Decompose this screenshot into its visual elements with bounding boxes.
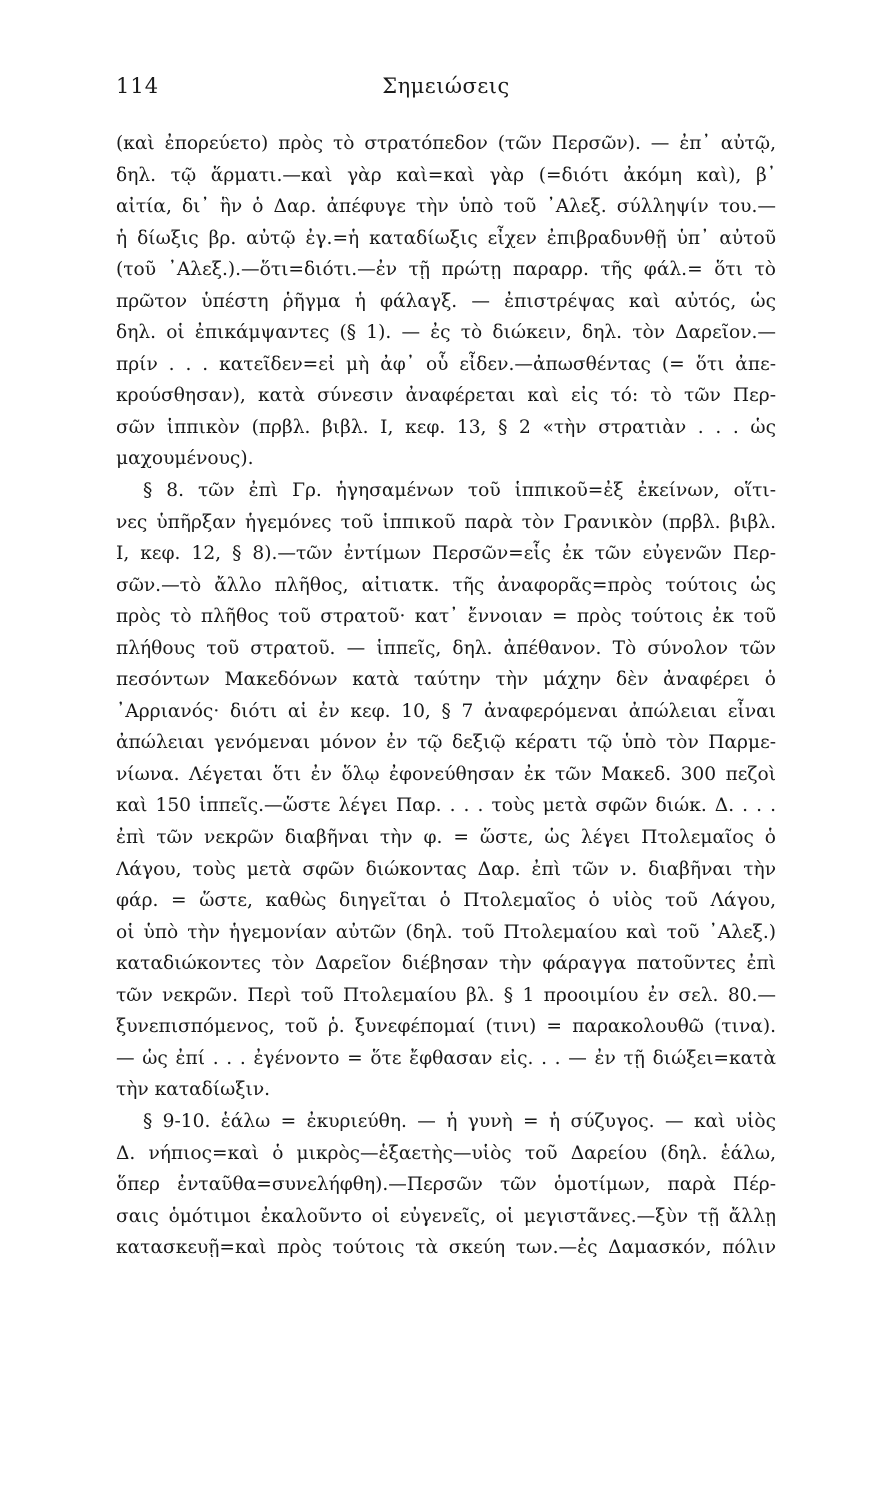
text-line: σαις ὁμότιμοι ἐκαλοῦντο οἱ εὐγενεῖς, οἱ μεγιστᾶνες.—ξὺν τῇ ἄλλῃ — [116, 1205, 776, 1227]
text-line: τῶν νεκρῶν. Περὶ τοῦ Πτολεμαίου βλ. § 1 προοιμίου ἐν σελ. 80.— — [116, 984, 776, 1006]
text-line: κρούσθησαν), κατὰ σύνεσιν ἀναφέρεται καὶ εἰς τό: τὸ τῶν Περ- — [116, 385, 776, 407]
page-number: 114 — [116, 74, 160, 98]
text-line: φάρ. = ὥστε, καθὼς διηγεῖται ὁ Πτολεμαῖος ὁ υἱὸς τοῦ Λάγου, — [116, 890, 776, 912]
text-line: ἡ δίωξις βρ. αὐτῷ ἐγ.=ἡ καταδίωξις εἶχεν ἐπιβραδυνθῇ ὑπ᾽ αὐτοῦ — [116, 227, 776, 249]
text-line: Λάγου, τοὺς μετὰ σφῶν διώκοντας Δαρ. ἐπὶ τῶν ν. διαβῆναι τὴν — [116, 858, 776, 880]
text-line: Δ. νήπιος=καὶ ὁ μικρὸς—ἑξαετὴς—υἱὸς τοῦ Δαρείου (δηλ. ἑάλω, — [116, 1142, 776, 1164]
text-line: σῶν.—τὸ ἄλλο πλῆθος, αἰτιατκ. τῆς ἀναφορᾶς=πρὸς τούτοις ὡς — [116, 574, 776, 596]
text-line: αἰτία, δι᾽ ἣν ὁ Δαρ. ἀπέφυγε τὴν ὑπὸ τοῦ ᾿Αλεξ. σύλληψίν του.— — [116, 196, 776, 218]
text-line: οἱ ὑπὸ τὴν ἡγεμονίαν αὐτῶν (δηλ. τοῦ Πτολεμαίου καὶ τοῦ ᾿Αλεξ.) — [116, 921, 776, 943]
text-line: πρὸς τὸ πλῆθος τοῦ στρατοῦ· κατ᾽ ἔννοιαν = πρὸς τούτοις ἐκ τοῦ — [116, 606, 776, 628]
text-line: πρίν . . . κατεῖδεν=εἰ μὴ ἀφ᾽ οὗ εἶδεν.—ἀπωσθέντας (= ὅτι ἀπε- — [116, 353, 776, 375]
section-start-line: § 8. τῶν ἐπὶ Γρ. ἡγησαμένων τοῦ ἱππικοῦ=ἐξ ἐκείνων, οἵτι- — [143, 480, 776, 502]
text-line: ἀπώλειαι γενόμεναι μόνον ἐν τῷ δεξιῷ κέρατι τῷ ὑπὸ τὸν Παρμε- — [116, 732, 776, 754]
text-line: δηλ. τῷ ἅρματι.—καὶ γὰρ καὶ=καὶ γὰρ (=διότι ἀκόμη καὶ), β᾽ — [116, 164, 776, 186]
text-line: πρῶτον ὑπέστη ῥῆγμα ἡ φάλαγξ. — ἐπιστρέψας καὶ αὐτός, ὡς — [116, 290, 776, 312]
text-line: ξυνεπισπόμενος, τοῦ ῥ. ξυνεφέπομαί (τινι) = παρακολουθῶ (τινα). — [116, 1016, 776, 1038]
text-line: I, κεφ. 12, § 8).—τῶν ἐντίμων Περσῶν=εἷς ἐκ τῶν εὐγενῶν Περ- — [116, 543, 776, 565]
text-line: καὶ 150 ἱππεῖς.—ὥστε λέγει Παρ. . . . τοὺς μετὰ σφῶν διώκ. Δ. . . . — [116, 795, 776, 817]
text-line: — ὡς ἐπί . . . ἐγένοντο = ὅτε ἔφθασαν εἰς. . . — ἐν τῇ διώξει=κατὰ — [116, 1047, 776, 1069]
text-line: σῶν ἱππικὸν (πρβλ. βιβλ. I, κεφ. 13, § 2 «τὴν στρατιὰν . . . ὡς — [116, 416, 776, 438]
text-line: πεσόντων Μακεδόνων κατὰ ταύτην τὴν μάχην δὲν ἀναφέρει ὁ — [116, 669, 776, 691]
notes-body — [116, 128, 776, 1264]
text-line: μαχουμένους). — [116, 448, 254, 470]
text-line: (καὶ ἐπορεύετο) πρὸς τὸ στρατόπεδον (τῶν Περσῶν). — ἐπ᾽ αὐτῷ, — [116, 133, 776, 154]
text-line: τὴν καταδίωξιν. — [116, 1079, 271, 1101]
text-line: ᾿Αρριανός· διότι αἱ ἐν κεφ. 10, § 7 ἀναφερόμεναι ἀπώλειαι εἶναι — [116, 700, 776, 722]
text-line: δηλ. οἱ ἐπικάμψαντες (§ 1). — ἐς τὸ διώκειν, δηλ. τὸν Δαρεῖον.— — [116, 322, 776, 344]
page-header — [116, 74, 776, 104]
text-line: νίωνα. Λέγεται ὅτι ἐν ὅλῳ ἐφονεύθησαν ἐκ τῶν Μακεδ. 300 πεζοὶ — [116, 763, 776, 785]
text-line: ὅπερ ἐνταῦθα=συνελήφθη).—Περσῶν τῶν ὁμοτίμων, παρὰ Πέρ- — [116, 1174, 776, 1196]
text-line: (τοῦ ᾿Αλεξ.).—ὅτι=διότι.—ἐν τῇ πρώτῃ παραρρ. τῆς φάλ.= ὅτι τὸ — [116, 259, 776, 281]
text-line: καταδιώκοντες τὸν Δαρεῖον διέβησαν τὴν φάραγγα πατοῦντες ἐπὶ — [116, 953, 776, 975]
text-line: πλήθους τοῦ στρατοῦ. — ἱππεῖς, δηλ. ἀπέθανον. Τὸ σύνολον τῶν — [116, 637, 776, 659]
text-line: κατασκευῇ=καὶ πρὸς τούτοις τὰ σκεύη των.—ἐς Δαμασκόν, πόλιν — [116, 1237, 776, 1259]
section-start-line: § 9-10. ἑάλω = ἐκυριεύθη. — ἡ γυνὴ = ἡ σύζυγος. — καὶ υἱὸς — [143, 1110, 776, 1132]
text-line: νες ὑπῆρξαν ἡγεμόνες τοῦ ἱππικοῦ παρὰ τὸν Γρανικὸν (πρβλ. βιβλ. — [116, 511, 776, 533]
text-line: ἐπὶ τῶν νεκρῶν διαβῆναι τὴν φ. = ὥστε, ὡς λέγει Πτολεμαῖος ὁ — [116, 827, 776, 849]
running-title: Σημειώσεις — [382, 74, 510, 98]
